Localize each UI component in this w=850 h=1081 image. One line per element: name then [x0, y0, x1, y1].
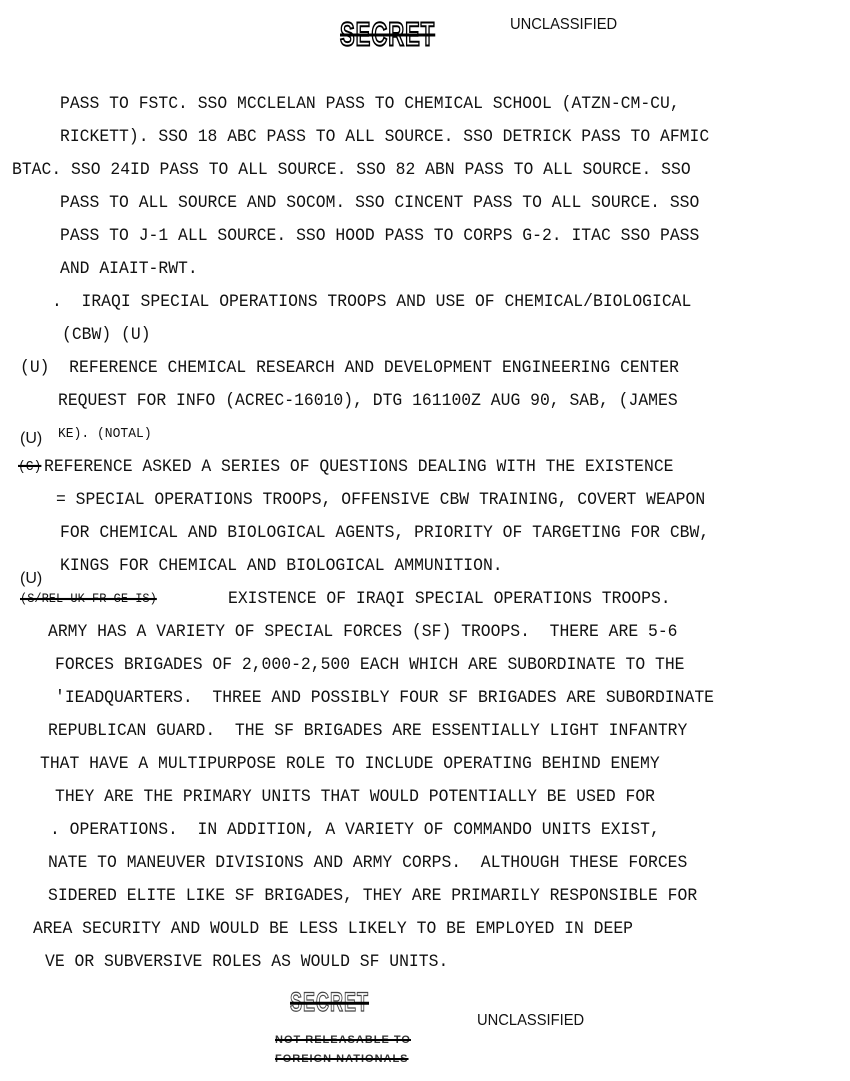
release-caveat-line2: FOREIGN NATIONALS: [275, 1053, 409, 1065]
portion-marking-struck: (S/REL UK FR GE IS): [20, 591, 157, 607]
secret-stamp-struck: SECRET: [290, 986, 370, 1017]
text-line: THAT HAVE A MULTIPURPOSE ROLE TO INCLUDE OPERATING BEHIND ENEMY: [40, 753, 660, 774]
text-line: KINGS FOR CHEMICAL AND BIOLOGICAL AMMUNITION.: [60, 555, 503, 576]
text-line: THEY ARE THE PRIMARY UNITS THAT WOULD POTENTIALLY BE USED FOR: [55, 786, 655, 807]
text-line: AREA SECURITY AND WOULD BE LESS LIKELY TO BE EMPLOYED IN DEEP: [33, 918, 633, 939]
portion-marking-u: (U): [20, 430, 43, 447]
text-line: 'IEADQUARTERS. THREE AND POSSIBLY FOUR SF BRIGADES ARE SUBORDINATE: [55, 687, 715, 708]
text-line: EXISTENCE OF IRAQI SPECIAL OPERATIONS TROOPS.: [228, 588, 671, 609]
text-line: FOR CHEMICAL AND BIOLOGICAL AGENTS, PRIORITY OF TARGETING FOR CBW,: [60, 522, 710, 543]
secret-stamp-struck: SECRET: [340, 15, 436, 53]
text-line: NATE TO MANEUVER DIVISIONS AND ARMY CORPS. ALTHOUGH THESE FORCES: [48, 852, 688, 873]
text-line: REPUBLICAN GUARD. THE SF BRIGADES ARE ESSENTIALLY LIGHT INFANTRY: [48, 720, 688, 741]
text-line: (U) REFERENCE CHEMICAL RESEARCH AND DEVELOPMENT ENGINEERING CENTER: [20, 357, 680, 378]
text-line: PASS TO FSTC. SSO MCCLELAN PASS TO CHEMICAL SCHOOL (ATZN-CM-CU,: [60, 93, 680, 114]
footer-classification: UNCLASSIFIED: [477, 1012, 585, 1029]
header-classification: UNCLASSIFIED: [510, 16, 618, 33]
text-line: KE). (NOTAL): [58, 425, 152, 442]
portion-marking-u: (U): [20, 570, 43, 587]
text-line: ARMY HAS A VARIETY OF SPECIAL FORCES (SF) TROOPS. THERE ARE 5-6: [48, 621, 678, 642]
text-line: BTAC. SSO 24ID PASS TO ALL SOURCE. SSO 82 ABN PASS TO ALL SOURCE. SSO: [12, 159, 691, 180]
text-line: = SPECIAL OPERATIONS TROOPS, OFFENSIVE CBW TRAINING, COVERT WEAPON: [56, 489, 706, 510]
text-line: RICKETT). SSO 18 ABC PASS TO ALL SOURCE. SSO DETRICK PASS TO AFMIC: [60, 126, 710, 147]
text-line: AND AIAIT-RWT.: [60, 258, 198, 279]
text-line: REFERENCE ASKED A SERIES OF QUESTIONS DEALING WITH THE EXISTENCE: [44, 456, 674, 477]
portion-marking-struck: (C): [18, 458, 42, 475]
text-line: . IRAQI SPECIAL OPERATIONS TROOPS AND USE OF CHEMICAL/BIOLOGICAL: [52, 291, 692, 312]
text-line: REQUEST FOR INFO (ACREC-16010), DTG 161100Z AUG 90, SAB, (JAMES: [58, 390, 678, 411]
text-line: PASS TO J-1 ALL SOURCE. SSO HOOD PASS TO CORPS G-2. ITAC SSO PASS: [60, 225, 700, 246]
text-line: FORCES BRIGADES OF 2,000-2,500 EACH WHICH ARE SUBORDINATE TO THE: [55, 654, 685, 675]
text-line: PASS TO ALL SOURCE AND SOCOM. SSO CINCENT PASS TO ALL SOURCE. SSO: [60, 192, 700, 213]
release-caveat-line1: NOT RELEASABLE TO: [275, 1034, 411, 1046]
text-line: VE OR SUBVERSIVE ROLES AS WOULD SF UNITS.: [45, 951, 449, 972]
text-line: . OPERATIONS. IN ADDITION, A VARIETY OF COMMANDO UNITS EXIST,: [50, 819, 660, 840]
text-line: SIDERED ELITE LIKE SF BRIGADES, THEY ARE PRIMARILY RESPONSIBLE FOR: [48, 885, 698, 906]
text-line: (CBW) (U): [62, 324, 151, 345]
